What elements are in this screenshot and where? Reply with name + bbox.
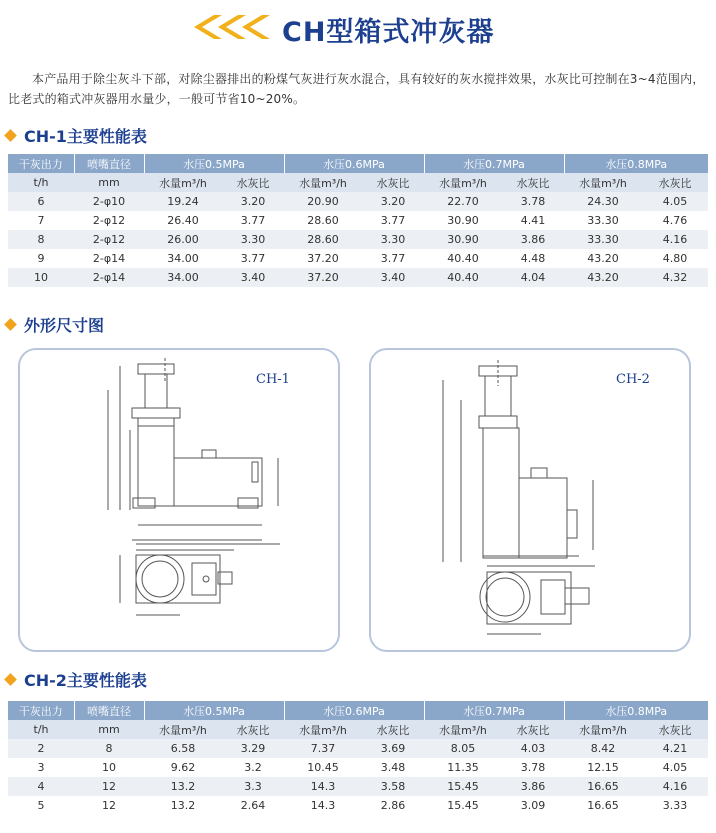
- table-cell: 14.3: [284, 777, 362, 796]
- table-header-cell: 水压0.7MPa: [424, 154, 564, 173]
- table-cell: 5: [8, 796, 74, 815]
- ch2-section-label: CH-2主要性能表: [24, 671, 147, 690]
- table-subheader-cell: t/h: [8, 173, 74, 192]
- table-cell: 14.3: [284, 796, 362, 815]
- table-cell: 40.40: [424, 249, 502, 268]
- table-cell: 3.20: [362, 192, 424, 211]
- table-cell: 3.77: [222, 249, 284, 268]
- table-cell: 3.40: [362, 268, 424, 287]
- ch1-drawing-svg: [20, 350, 338, 650]
- table-cell: 8.05: [424, 739, 502, 758]
- table-cell: 3.77: [362, 211, 424, 230]
- table-cell: 3.29: [222, 739, 284, 758]
- table-cell: 43.20: [564, 249, 642, 268]
- table-subheader-cell: 水灰比: [502, 720, 564, 739]
- table-row: [8, 739, 708, 758]
- table-cell: 4.03: [502, 739, 564, 758]
- table-header-cell: 干灰出力: [8, 701, 74, 720]
- table-cell: 6: [8, 192, 74, 211]
- table-row: [8, 777, 708, 796]
- table-cell: 13.2: [144, 796, 222, 815]
- table-cell: 3.86: [502, 777, 564, 796]
- table-subheader-cell: 水量m³/h: [424, 720, 502, 739]
- page-title: CH型箱式冲灰器: [282, 17, 495, 48]
- table-subheader-cell: 水量m³/h: [144, 720, 222, 739]
- table-cell: 4.80: [642, 249, 708, 268]
- orange-diamond-icon: [4, 129, 17, 142]
- table-cell: 15.45: [424, 796, 502, 815]
- table-subheader-cell: t/h: [8, 720, 74, 739]
- table-cell: 26.40: [144, 211, 222, 230]
- table-cell: 12: [74, 796, 144, 815]
- table-subheader-cell: 水灰比: [222, 720, 284, 739]
- table-cell: 8: [8, 230, 74, 249]
- table-row: [8, 268, 708, 287]
- ch2-outline-drawing: [369, 348, 691, 652]
- ch1-model-label: CH-1: [256, 372, 290, 387]
- table-cell: 33.30: [564, 211, 642, 230]
- table-cell: 20.90: [284, 192, 362, 211]
- table-cell: 2.64: [222, 796, 284, 815]
- intro-paragraph: 本产品用于除尘灰斗下部，对除尘器排出的粉煤气灰进行灰水混合，具有较好的灰水搅拌效果，水灰比可控制在3~4范围内，比老式的箱式冲灰器用水量少，一般可节省10~20%。: [8, 72, 705, 106]
- table-subheader-cell: 水灰比: [362, 720, 424, 739]
- table-subheader-cell: 水灰比: [642, 720, 708, 739]
- table-header-cell: 水压0.6MPa: [284, 154, 424, 173]
- table-cell: 4.48: [502, 249, 564, 268]
- table-cell: 30.90: [424, 211, 502, 230]
- table-cell: 2-φ14: [74, 249, 144, 268]
- ch2-section-title: [6, 668, 147, 691]
- table-cell: 3.77: [222, 211, 284, 230]
- table-cell: 3.48: [362, 758, 424, 777]
- table-cell: 24.30: [564, 192, 642, 211]
- table-row: [8, 211, 708, 230]
- table-cell: 28.60: [284, 230, 362, 249]
- orange-diamond-icon: [4, 673, 17, 686]
- table-cell: 11.35: [424, 758, 502, 777]
- table-cell: 4.76: [642, 211, 708, 230]
- table-subheader-row: [8, 720, 708, 739]
- orange-diamond-icon: [4, 318, 17, 331]
- table-cell: 16.65: [564, 796, 642, 815]
- table-cell: 10.45: [284, 758, 362, 777]
- table-cell: 9.62: [144, 758, 222, 777]
- table-subheader-cell: 水量m³/h: [564, 720, 642, 739]
- table-header-cell: 水压0.8MPa: [564, 154, 708, 173]
- table-cell: 26.00: [144, 230, 222, 249]
- table-header-cell: 水压0.8MPa: [564, 701, 708, 720]
- table-subheader-cell: 水量m³/h: [284, 720, 362, 739]
- table-subheader-cell: 水灰比: [362, 173, 424, 192]
- ch1-section-title: [6, 124, 147, 147]
- table-cell: 3.78: [502, 192, 564, 211]
- table-cell: 19.24: [144, 192, 222, 211]
- dimensions-section-label: 外形尺寸图: [24, 316, 105, 335]
- table-cell: 2-φ12: [74, 230, 144, 249]
- table-cell: 37.20: [284, 249, 362, 268]
- table-cell: 3.40: [222, 268, 284, 287]
- table-cell: 34.00: [144, 268, 222, 287]
- table-cell: 15.45: [424, 777, 502, 796]
- table-header-cell: 水压0.7MPa: [424, 701, 564, 720]
- table-cell: 3.77: [362, 249, 424, 268]
- ch1-section-label: CH-1主要性能表: [24, 127, 147, 146]
- table-cell: 3.69: [362, 739, 424, 758]
- table-subheader-cell: 水量m³/h: [564, 173, 642, 192]
- table-subheader-cell: 水量m³/h: [284, 173, 362, 192]
- table-cell: 2-φ14: [74, 268, 144, 287]
- table-cell: 3.78: [502, 758, 564, 777]
- table-row: [8, 230, 708, 249]
- table-cell: 4.05: [642, 758, 708, 777]
- table-row: [8, 249, 708, 268]
- table-cell: 37.20: [284, 268, 362, 287]
- triple-chevron-left-icon: [188, 14, 272, 40]
- table-row: [8, 796, 708, 815]
- table-cell: 6.58: [144, 739, 222, 758]
- ch2-model-label: CH-2: [616, 372, 650, 387]
- table-cell: 3.20: [222, 192, 284, 211]
- table-header-cell: 喷嘴直径: [74, 154, 144, 173]
- table-cell: 3.33: [642, 796, 708, 815]
- table-cell: 10: [74, 758, 144, 777]
- table-cell: 3.86: [502, 230, 564, 249]
- table-cell: 22.70: [424, 192, 502, 211]
- table-cell: 10: [8, 268, 74, 287]
- table-cell: 30.90: [424, 230, 502, 249]
- table-cell: 7.37: [284, 739, 362, 758]
- table-header-cell: 水压0.5MPa: [144, 154, 284, 173]
- table-cell: 8: [74, 739, 144, 758]
- table-row: [8, 192, 708, 211]
- table-subheader-cell: 水量m³/h: [424, 173, 502, 192]
- table-cell: 33.30: [564, 230, 642, 249]
- table-cell: 3.09: [502, 796, 564, 815]
- table-cell: 3.3: [222, 777, 284, 796]
- table-cell: 3: [8, 758, 74, 777]
- table-cell: 4.32: [642, 268, 708, 287]
- table-subheader-cell: 水灰比: [502, 173, 564, 192]
- table-cell: 4.41: [502, 211, 564, 230]
- table-cell: 4: [8, 777, 74, 796]
- table-cell: 4.21: [642, 739, 708, 758]
- table-header-row: [8, 701, 708, 720]
- table-cell: 2-φ10: [74, 192, 144, 211]
- table-cell: 3.30: [362, 230, 424, 249]
- table-header-cell: 喷嘴直径: [74, 701, 144, 720]
- table-header-cell: 水压0.5MPa: [144, 701, 284, 720]
- table-cell: 40.40: [424, 268, 502, 287]
- table-cell: 9: [8, 249, 74, 268]
- ch1-performance-table: [8, 154, 708, 287]
- table-cell: 34.00: [144, 249, 222, 268]
- table-cell: 2: [8, 739, 74, 758]
- table-subheader-cell: 水灰比: [222, 173, 284, 192]
- table-header-cell: 干灰出力: [8, 154, 74, 173]
- title-bar: [0, 8, 716, 48]
- table-cell: 8.42: [564, 739, 642, 758]
- table-cell: 28.60: [284, 211, 362, 230]
- table-cell: 3.30: [222, 230, 284, 249]
- dimensions-section-title: [6, 313, 104, 336]
- table-cell: 13.2: [144, 777, 222, 796]
- ch2-drawing-svg: [371, 350, 689, 650]
- table-subheader-row: [8, 173, 708, 192]
- table-cell: 3.58: [362, 777, 424, 796]
- table-header-cell: 水压0.6MPa: [284, 701, 424, 720]
- table-cell: 2-φ12: [74, 211, 144, 230]
- ch2-performance-table: [8, 701, 708, 815]
- table-header-row: [8, 154, 708, 173]
- table-cell: 4.16: [642, 230, 708, 249]
- table-cell: 12: [74, 777, 144, 796]
- table-row: [8, 758, 708, 777]
- table-subheader-cell: 水量m³/h: [144, 173, 222, 192]
- table-cell: 4.04: [502, 268, 564, 287]
- table-cell: 16.65: [564, 777, 642, 796]
- table-cell: 2.86: [362, 796, 424, 815]
- table-cell: 4.16: [642, 777, 708, 796]
- table-cell: 12.15: [564, 758, 642, 777]
- ch1-outline-drawing: [18, 348, 340, 652]
- table-cell: 43.20: [564, 268, 642, 287]
- table-subheader-cell: mm: [74, 720, 144, 739]
- table-cell: 3.2: [222, 758, 284, 777]
- table-cell: 7: [8, 211, 74, 230]
- table-subheader-cell: mm: [74, 173, 144, 192]
- table-cell: 4.05: [642, 192, 708, 211]
- table-subheader-cell: 水灰比: [642, 173, 708, 192]
